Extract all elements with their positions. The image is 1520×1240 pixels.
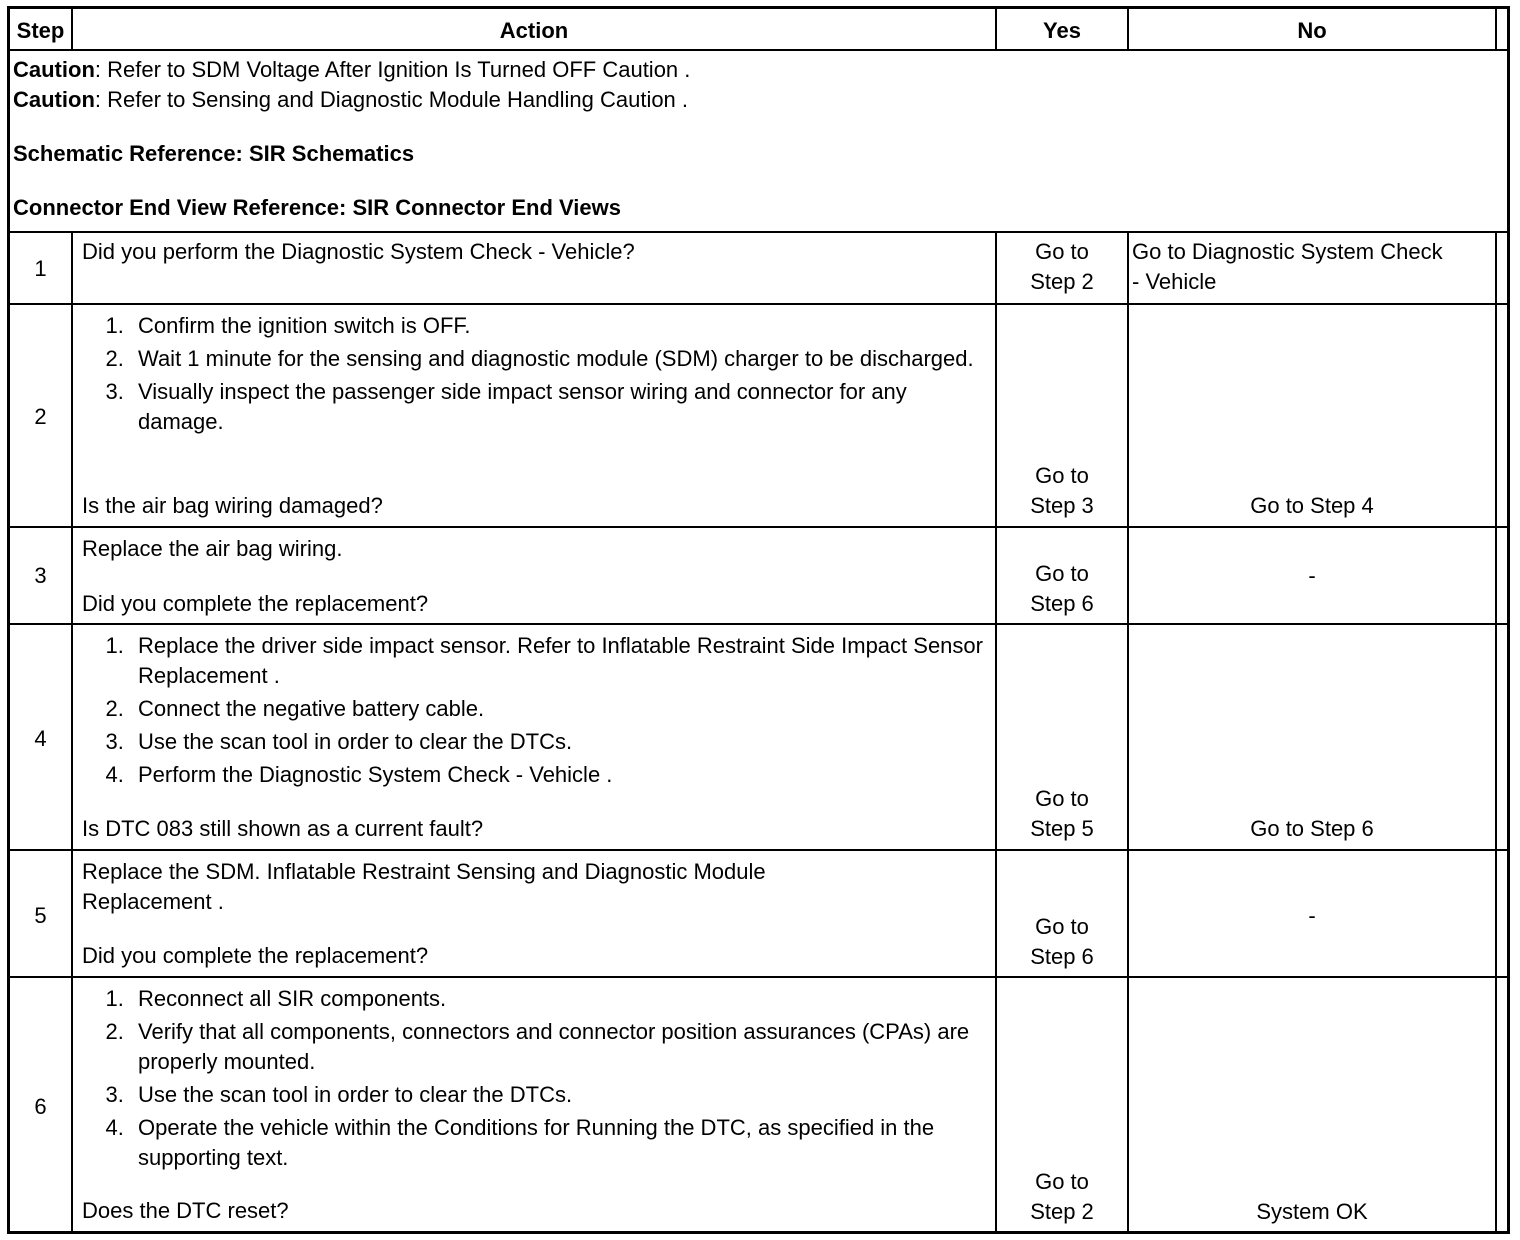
no-cell [1132,237,1494,297]
column-divider [1495,231,1497,1231]
header-action: Action [499,18,569,43]
yes-line: Go to [1035,1169,1089,1194]
yes-line: Go to [1035,786,1089,811]
action-question: Is the air bag wiring damaged? [82,493,383,518]
action-step: 1. Replace the driver side impact sensor. Refer to Inflatable Restraint Side Impact Sensor Replacement . [130,631,992,691]
row-divider [10,526,1507,528]
action-step: 1. Reconnect all SIR components. [130,984,992,1014]
yes-cell [997,1167,1127,1227]
yes-line: Step 6 [1030,944,1094,969]
header-no: No [1297,18,1327,43]
no-line: Go to Diagnostic System Check [1132,239,1443,264]
action-text: Replace the air bag wiring. [82,536,343,561]
action-step: 2. Connect the negative battery cable. [130,694,992,724]
action-steps [82,631,992,790]
action-question: Did you complete the replacement? [82,591,429,616]
action-step: 4. Perform the Diagnostic System Check - Vehicle . [130,760,992,790]
yes-line: Step 2 [1030,269,1094,294]
step-number: 1 [34,256,47,281]
action-step: 1. Confirm the ignition switch is OFF. [130,311,992,341]
preamble [13,55,1493,223]
header-step: Step [16,18,65,43]
column-divider [71,231,73,1231]
step-number: 3 [34,563,47,588]
caution-text: : Refer to SDM Voltage After Ignition Is Turned OFF Caution . [94,57,691,82]
caution-label: Caution [13,57,95,82]
action-question: Did you complete the replacement? [82,943,429,968]
yes-cell [997,784,1127,844]
row-divider [10,303,1507,305]
action-cell [82,534,992,619]
diagnostic-table [7,6,1510,1234]
row-divider [10,231,1507,233]
connector-reference: Connector End View Reference: SIR Connector End Views [13,195,621,220]
step-number: 5 [34,903,47,928]
row-divider [10,623,1507,625]
no-cell: System OK [1256,1199,1368,1224]
yes-line: Step 5 [1030,816,1094,841]
yes-line: Go to [1035,914,1089,939]
action-step: 2. Wait 1 minute for the sensing and diagnostic module (SDM) charger to be discharged. [130,344,992,374]
action-cell [82,984,992,1226]
yes-cell [997,912,1127,972]
row-divider [10,849,1507,851]
yes-line: Go to [1035,239,1089,264]
action-text: Did you perform the Diagnostic System Check - Vehicle? [82,239,635,264]
action-steps [82,984,992,1173]
column-divider [1127,231,1129,1231]
no-cell: - [1308,903,1316,928]
no-cell: Go to Step 4 [1250,493,1374,518]
action-text: Replace the SDM. Inflatable Restraint Sensing and Diagnostic Module [82,859,766,884]
header-divider [10,49,1507,51]
action-step: 3. Visually inspect the passenger side impact sensor wiring and connector for any damage. [130,377,992,437]
no-line: - Vehicle [1132,269,1217,294]
caution-line [13,55,1493,85]
yes-line: Go to [1035,463,1089,488]
action-step: 2. Verify that all components, connectors and connector position assurances (CPAs) are properly mounted. [130,1017,992,1077]
yes-cell [997,461,1127,521]
step-number: 4 [34,726,47,751]
action-cell [82,857,992,971]
caution-line [13,85,1493,115]
yes-cell [997,237,1127,297]
row-divider [10,976,1507,978]
schematic-reference: Schematic Reference: SIR Schematics [13,141,415,166]
action-step: 4. Operate the vehicle within the Conditions for Running the DTC, as specified in the supporting text. [130,1113,992,1173]
step-number: 2 [34,404,47,429]
yes-line: Step 6 [1030,591,1094,616]
yes-line: Step 3 [1030,493,1094,518]
caution-text: : Refer to Sensing and Diagnostic Module Handling Caution . [94,87,689,112]
caution-label: Caution [13,87,95,112]
action-question: Is DTC 083 still shown as a current fault? [82,816,484,841]
step-number: 6 [34,1094,47,1119]
action-text: Replacement . [82,889,224,914]
header-yes: Yes [1043,18,1081,43]
action-step: 3. Use the scan tool in order to clear the DTCs. [130,1080,992,1110]
action-step: 3. Use the scan tool in order to clear the DTCs. [130,727,992,757]
no-cell: - [1308,563,1316,588]
yes-line: Step 2 [1030,1199,1094,1224]
yes-line: Go to [1035,561,1089,586]
action-question: Does the DTC reset? [82,1198,289,1223]
action-steps [82,311,992,437]
column-divider [1495,9,1497,49]
no-cell: Go to Step 6 [1250,816,1374,841]
action-cell [82,311,992,521]
yes-cell [997,559,1127,619]
column-divider [995,231,997,1231]
action-cell [82,631,992,844]
